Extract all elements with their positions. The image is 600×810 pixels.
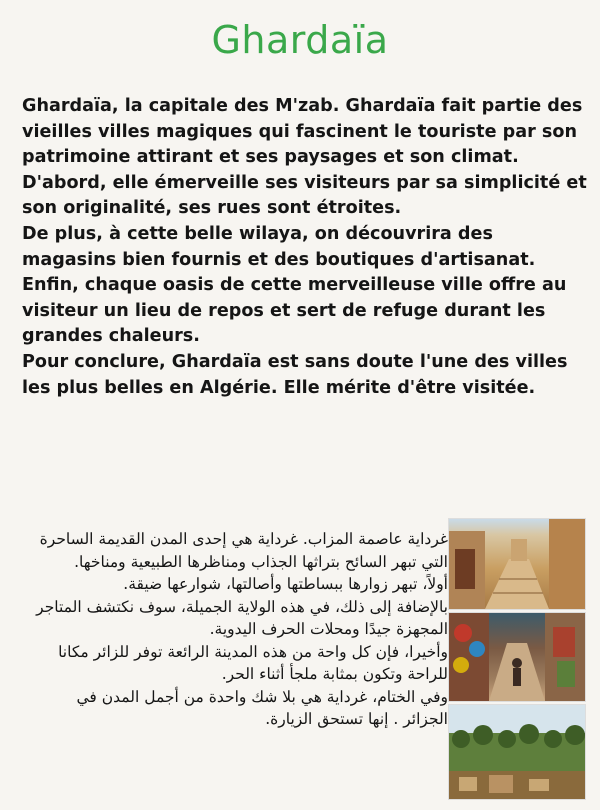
street-photo bbox=[448, 518, 586, 610]
oasis-photo bbox=[448, 704, 586, 800]
arabic-text-block bbox=[28, 528, 448, 731]
arabic-paragraph: غرداية عاصمة المزاب. غرداية هي إحدى المدن القديمة الساحرة التي تبهر السائح بتراثها الجذاب ومناظرها الطبيعية ومناخها. bbox=[39, 530, 448, 571]
french-paragraph: D'abord, elle émerveille ses visiteurs par sa simplicité et son originalité, ses rues sont étroites. bbox=[22, 172, 587, 219]
french-paragraph: De plus, à cette belle wilaya, on découvrira des magasins bien fournis et des boutiques d'artisanat. bbox=[22, 223, 536, 270]
market-photo bbox=[448, 612, 586, 702]
arabic-paragraph: وفي الختام، غرداية هي بلا شك واحدة من أجمل المدن في الجزائر . إنها تستحق الزيارة. bbox=[76, 687, 448, 728]
french-paragraph: Pour conclure, Ghardaïa est sans doute l'une des villes les plus belles en Algérie. Elle mérite d'être visitée. bbox=[22, 351, 568, 398]
arabic-paragraph: أولاً، تبهر زوارها ببساطتها وأصالتها، شوارعها ضيقة. bbox=[123, 575, 448, 593]
french-text-block bbox=[22, 94, 587, 401]
page-title: Ghardaïa bbox=[211, 18, 389, 62]
arabic-paragraph: وأخيرا، فإن كل واحة من هذه المدينة الرائعة توفر للزائر مكانا للراحة وتكون بمثابة ملجأ أثناء الحر. bbox=[58, 642, 448, 683]
french-paragraph: Ghardaïa, la capitale des M'zab. Ghardaïa fait partie des vieilles villes magiques qui fascinent le touriste par son patrimoine attirant et ses paysages et son climat. bbox=[22, 96, 583, 168]
french-paragraph: Enfin, chaque oasis de cette merveilleuse ville offre au visiteur un lieu de repos et sert de refuge durant les grandes chaleurs. bbox=[22, 275, 567, 347]
arabic-paragraph: بالإضافة إلى ذلك، في هذه الولاية الجميلة، سوف نكتشف المتاجر المجهزة جيدًا ومحلات الحرف اليدوية. bbox=[36, 597, 448, 638]
